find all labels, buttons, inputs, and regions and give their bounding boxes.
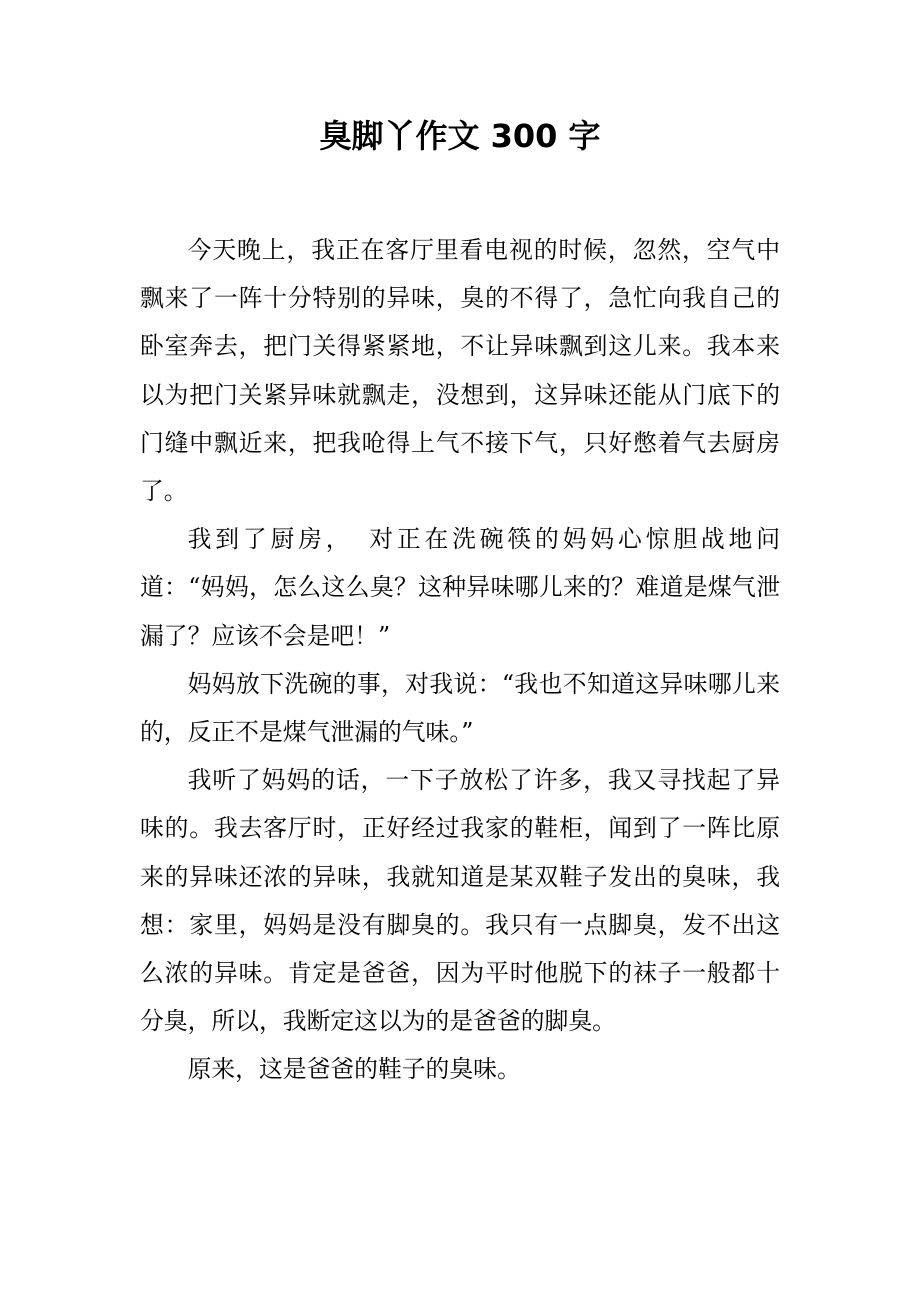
document-body (140, 226, 780, 1094)
paragraph: 今天晚上，我正在客厅里看电视的时候，忽然，空气中飘来了一阵十分特别的异味，臭的不得了，急忙向我自己的卧室奔去，把门关得紧紧地，不让异味飘到这儿来。我本来以为把门关紧异味就飘走，没想到，这异味还能从门底下的门缝中飘近来，把我呛得上气不接下气，只好憋着气去厨房了。 (140, 236, 780, 506)
document-title: 臭脚丫作文 300 字 (319, 117, 601, 155)
paragraph: 我到了厨房， 对正在洗碗筷的妈妈心惊胆战地问道：“妈妈，怎么这么臭？这种异味哪儿来的？难道是煤气泄漏了？应该不会是吧！” (140, 525, 780, 650)
paragraph: 我听了妈妈的话，一下子放松了许多，我又寻找起了异味的。我去客厅时，正好经过我家的鞋柜，闻到了一阵比原来的异味还浓的异味，我就知道是某双鞋子发出的臭味，我想：家里，妈妈是没有脚臭的。我只有一点脚臭，发不出这么浓的异味。肯定是爸爸，因为平时他脱下的袜子一般都十分臭，所以，我断定这以为的是爸爸的脚臭。 (140, 766, 780, 1036)
paragraph: 妈妈放下洗碗的事，对我说：“我也不知道这异味哪儿来的，反正不是煤气泄漏的气味。” (140, 669, 780, 747)
paragraph: 原来，这是爸爸的鞋子的臭味。 (187, 1055, 521, 1084)
